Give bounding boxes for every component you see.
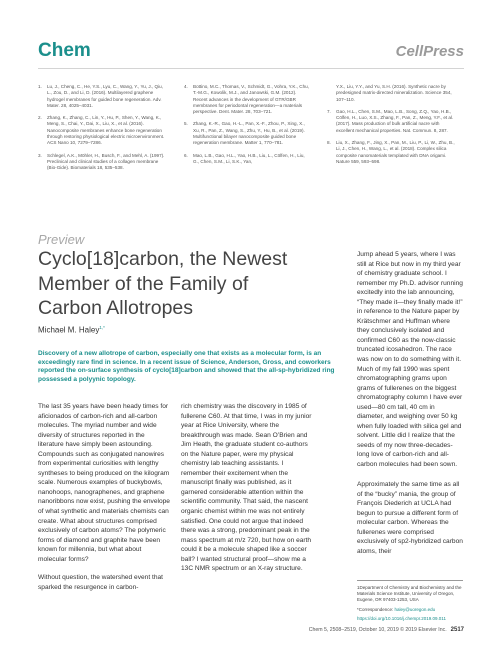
reference-item: Y.X., Liu, Y.Y., and Yu, S.H. (2016). Synthetic nacre by predesigned matrix-directed mineralization. Science 354, 107–110. <box>336 84 452 102</box>
reference-column-3 <box>327 84 455 171</box>
author-name: Michael M. Haley <box>38 325 100 335</box>
header-divider <box>38 68 464 69</box>
reference-column-2 <box>184 84 312 171</box>
body-column-3 <box>357 250 463 479</box>
page-number: 2517 <box>450 627 464 633</box>
reference-item: 5. Zhang, K.-R., Gao, H.-L., Pan, X.-F., Zhou, P., Xing, X., Xu, R., Pan, Z., Wang, S., Zhu, Y., Hu, B., et al. (2019). Multifunctional bilayer nanocomposite guided bone regeneration membrane. Matter 1, 770–781. <box>184 121 305 146</box>
journal-logo: Chem <box>38 40 91 61</box>
reference-item: 4. Bottino, M.C., Thomas, V., Schmidt, G., Vohra, Y.K., Chu, T.-M.G., Kowolik, M.J., and Janowski, G.M. (2012). Recent advances in the development of GTR/GBR membranes for periodontal regeneration—a materials perspective. Dent. Mater. 28, 703–721. <box>184 84 310 115</box>
body-column-2 <box>181 402 312 583</box>
reference-column-1 <box>38 84 166 178</box>
page-footer <box>309 627 464 633</box>
doi-link[interactable]: https://doi.org/10.1016/j.chempr.2019.09.011 <box>357 615 446 621</box>
body-paragraph: rich chemistry was the discovery in 1985 of fullerene C60. At that time, I was in my junior year at Rice University, where the breakthrough was made. Sean O’Brien and Jim Heath, the graduate student co-authors on the Nature paper, were my physical chemistry lab teaching assistants. I remember their excitement when the manuscript finally was published, as it garnered considerable attention within the scientific community. That said, the nascent organic chemist within me was not entirely satisfied. One could not argue that indeed there was a strong, predominant peak in the mass spectrum at m/z 720, but how on earth could it be a molecule shaped like a soccer ball? I wanted structural proof—show me a 13C NMR spectrum or an X-ray structure. <box>181 403 312 573</box>
body-paragraph: Without question, the watershed event that sparked the resurgence in carbon- <box>38 574 163 591</box>
section-label: Preview <box>38 232 85 247</box>
reference-item: 1. Lu, J., Cheng, C., He, Y.S., Lyu, C., Wang, Y., Yu, J., Qiu, L., Zou, D., and Li, D. (2016). Multilayered graphene hydrogel membranes for guided bone regeneration. Adv. Mater. 28, 4025–4031. <box>38 84 163 108</box>
author-line <box>38 325 105 335</box>
reference-item: 6. Mao, L.B., Gao, H.L., Yao, H.B., Liu, L., Cölfen, H., Liu, G., Chen, S.M., Li, S.K., Yan, <box>184 152 305 164</box>
article-title: Cyclo[18]carbon, the Newest Member of the Family of Carbon Allotropes <box>38 248 288 319</box>
footnote-divider <box>357 580 463 581</box>
citation-line: Chem 5, 2508–2519, October 10, 2019 © 2019 Elsevier Inc. <box>308 627 447 633</box>
abstract: Discovery of a new allotrope of carbon, especially one that exists as a molecular form, is an exceedingly rare find in science. In a recent issue of Science, Anderson, Gross, and coworkers reported the on-surface synthesis of cyclo[18]carbon and showed that the all-sp-hybridized ring possessed a polyynic topology. <box>38 350 335 383</box>
email-link[interactable]: haley@uoregon.edu <box>394 606 436 612</box>
reference-item: 7. Gao, H.L., Chen, S.M., Mao, L.B., Song, Z.Q., Yao, H.B., Cölfen, H., Luo, X.S., Zhang, F., Pan, Z., Meng, Y.F., et al. (2017). Mass production of bulk artificial nacre with excellent mechanical properties. Nat. Commun. 8, 287. <box>327 108 454 133</box>
body-paragraph: Approximately the same time as all of the “bucky” mania, the group of François Diederich at UCLA had begun to pursue a different form of molecular carbon. Whereas the fullerenes were comprised exclusively of sp2-hybridized carbon atoms, their <box>357 481 463 555</box>
body-paragraph: The last 35 years have been heady times for aficionados of carbon-rich and all-carbon molecules. The myriad number and wide diversity of structures reported in the literature have simply been astounding. Compounds such as conjugated nanowires from experimental curiosities with lengthy syntheses to being produced on the kilogram scale. Numerous examples of buckybowls, nanohoops, nanographenes, and graphene nanoribbons now exist, pushing the envelope of what synthetic and materials chemists can create. What about structures comprised exclusively of carbon atoms? The polymeric forms of diamond and graphite have been known for millennia, but what about molecular forms? <box>38 403 170 563</box>
body-column-1 <box>38 402 170 601</box>
publisher-logo: CellPress <box>395 43 464 60</box>
reference-item: 2. Zhang, K., Zhang, C., Lin, Y., Hu, P., Shen, Y., Wang, K., Meng, S., Chai, Y., Dai, X., Liu, X., et al. (2016). Nanocomposite membranes enhance bone regeneration through restoring physiological electric microenvironment. ACS Nano 10, 7279–7286. <box>38 115 165 146</box>
reference-item: 3. Schlegel, A.K., Möhler, H., Busch, F., and Mehl, A. (1997). Preclinical and clinical studies of a collagen membrane (Bio-Gide). Biomaterials 18, 535–538. <box>38 152 165 171</box>
body-column-3-continued <box>357 480 463 565</box>
body-paragraph: Jump ahead 5 years, where I was still at Rice but now in my third year of chemistry graduate school. I remember my Ph.D. advisor running excitedly into the lab announcing, “They made it—they finally made it!” in reference to the Nature paper by Krätschmer and Huffman where they conclusively isolated and confirmed C60 as the now-classic truncated icosahedron. The race was now on to do something with it. Much of my fall 1990 was spent chromatographing grams upon grams of fullerenes on the biggest chromatography column I have ever used—80 cm tall, 40 cm in diameter, and weighing over 50 kg when fully loaded with silica gel and solvent. Little did I realize that the seeds of my now three-decades-long love of carbon-rich and all-carbon molecules had been sown. <box>357 251 463 469</box>
author-affiliation-marker[interactable]: 1,* <box>99 325 105 330</box>
affiliation-note: 1Department of Chemistry and Biochemistry and the Materials Science Institute, University of Oregon, Eugene, OR 97403-1253, USA <box>357 585 462 603</box>
footnotes <box>357 585 463 625</box>
correspondence-note: *Correspondence: haley@uoregon.edu <box>357 606 436 612</box>
reference-item: 8. Liu, X., Zhang, F., Jing, X., Pan, M., Liu, P., Li, W., Zhu, B., Li, J., Chen, H., Wang, L., et al. (2018). Complex silica composite nanomaterials templated with DNA origami. Nature 559, 593–598. <box>327 140 455 164</box>
